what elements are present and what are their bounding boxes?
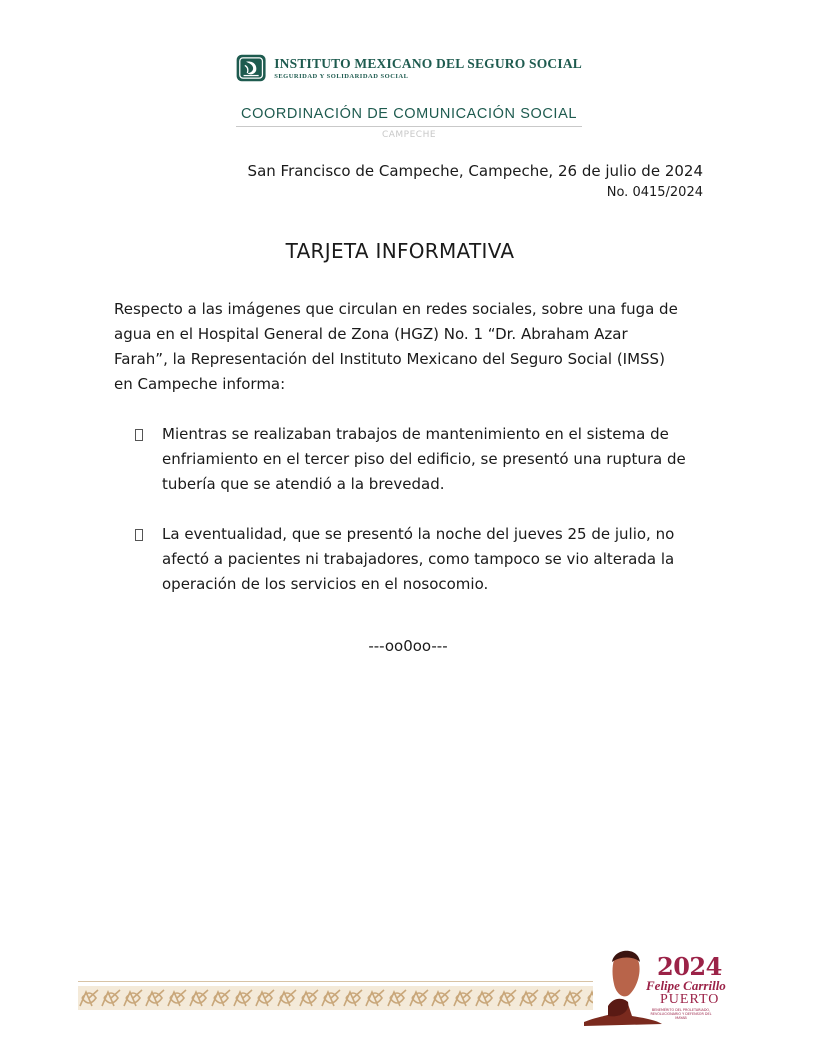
footer-divider bbox=[78, 981, 593, 982]
bullet-list bbox=[135, 422, 695, 622]
bullet-icon bbox=[135, 429, 143, 441]
place-date: San Francisco de Campeche, Campeche, 26 de julio de 2024 bbox=[247, 162, 703, 180]
footer-subtitle: BENEMÉRITO DEL PROLETARIADO, REVOLUCIONARIO Y DEFENSOR DEL MAYAB bbox=[650, 1008, 712, 1020]
ornamental-band-icon bbox=[78, 986, 593, 1010]
institution-logo-row bbox=[236, 46, 582, 90]
list-item bbox=[135, 422, 695, 497]
footer-place: PUERTO bbox=[660, 992, 720, 1007]
institution-motto: SEGURIDAD Y SOLIDARIDAD SOCIAL bbox=[274, 73, 409, 80]
footer-year: 2024 bbox=[657, 952, 722, 981]
institution-name: INSTITUTO MEXICANO DEL SEGURO SOCIAL bbox=[274, 56, 582, 71]
department-name: COORDINACIÓN DE COMUNICACIÓN SOCIAL bbox=[236, 106, 582, 127]
intro-paragraph: Respecto a las imágenes que circulan en redes sociales, sobre una fuga de agua en el Hospital General de Zona (HGZ) No. 1 “Dr. Abraham Azar Farah”, la Representación del Instituto Mexicano del Seguro Social (IMSS) en Campeche informa: bbox=[114, 300, 678, 393]
bullet-text: Mientras se realizaban trabajos de mantenimiento en el sistema de enfriamiento en el tercer piso del edificio, se presentó una ruptura de tubería que se atendió a la brevedad. bbox=[162, 425, 686, 493]
bullet-icon bbox=[135, 529, 143, 541]
bullet-text: La eventualidad, que se presentó la noche del jueves 25 de julio, no afectó a pacientes ni trabajadores, como tampoco se vio alterada la operación de los servicios en el nosocomio. bbox=[162, 525, 675, 593]
closing-mark: ---oo0oo--- bbox=[368, 637, 448, 655]
imss-eagle-icon bbox=[236, 46, 266, 90]
list-item bbox=[135, 522, 695, 597]
document-number: No. 0415/2024 bbox=[606, 185, 703, 200]
document-title: TARJETA INFORMATIVA bbox=[285, 239, 515, 263]
state-name: CAMPECHE bbox=[381, 130, 437, 140]
letterhead bbox=[236, 46, 582, 140]
footer-name: Felipe Carrillo bbox=[646, 978, 726, 993]
